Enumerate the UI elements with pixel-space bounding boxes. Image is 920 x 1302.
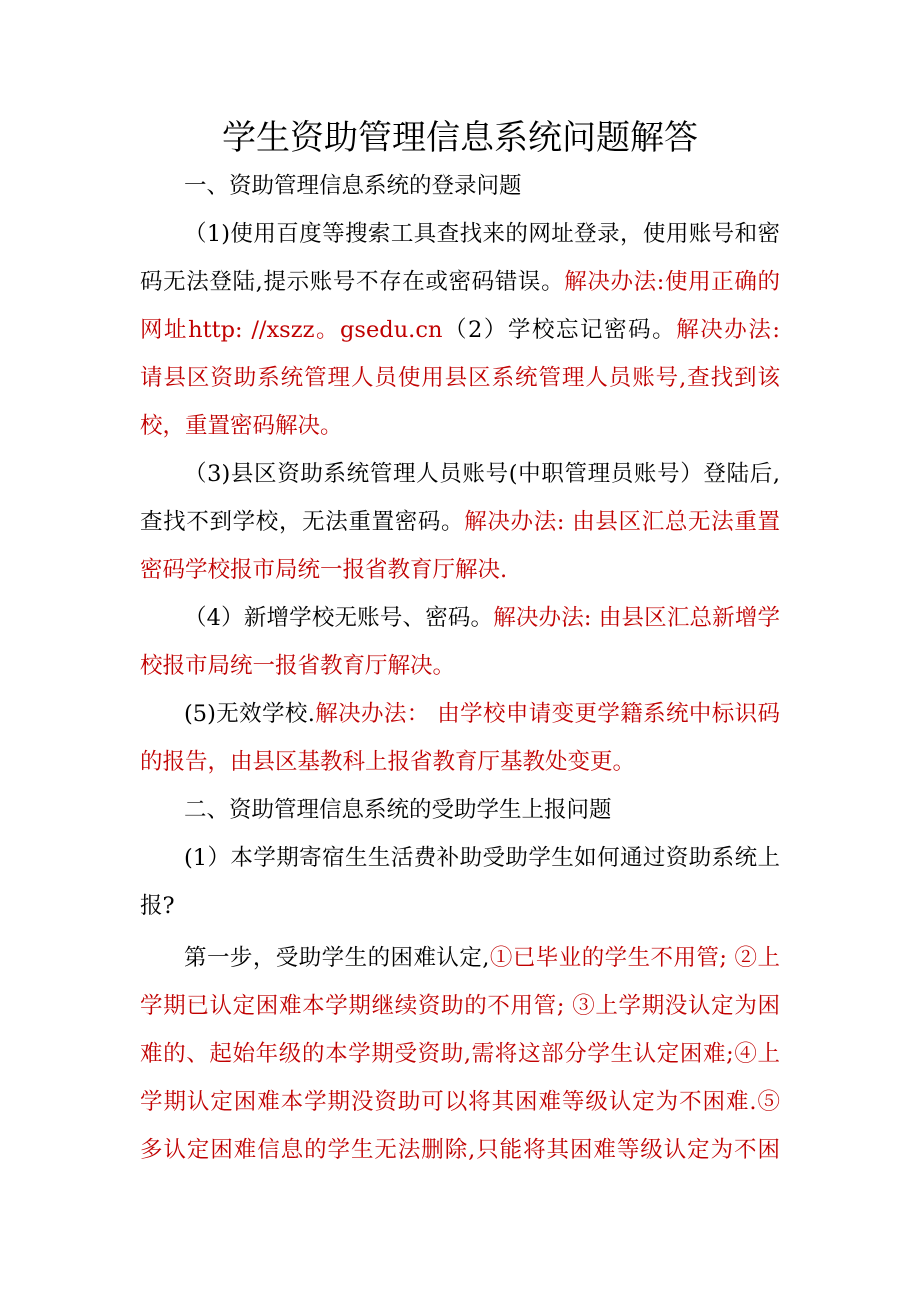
document-title: 学生资助管理信息系统问题解答 — [222, 118, 698, 158]
step1-line5: 多认定困难信息的学生无法删除,只能将其困难等级认定为不困 — [140, 1137, 780, 1163]
step1-line3: 难的、起始年级的本学期受资助,需将这部分学生认定困难;④上 — [140, 1041, 780, 1067]
paragraph-q5-line1 — [184, 690, 780, 738]
q5-solution-line2: 的报告，由县区基教科上报省教育厅基教处变更。 — [140, 749, 636, 775]
q5-solution: 解决办法： 由学校申请变更学籍系统中标识码 — [314, 701, 781, 727]
q4-solution: 解决办法: 由县区汇总新增学 — [493, 605, 781, 631]
paragraph-q3-line1: （3)县区资助系统管理人员账号(中职管理员账号）登陆后, — [184, 461, 780, 487]
paragraph-q3-line2 — [140, 498, 780, 546]
q4-solution-line2: 校报市局统一报省教育厅解决。 — [140, 653, 456, 679]
step1-line4: 学期认定困难本学期没资助可以将其困难等级认定为不困难.⑤ — [140, 1089, 780, 1115]
q2-solution-line1: 请县区资助系统管理人员使用县区系统管理人员账号,查找到该 — [140, 365, 780, 391]
paragraph-step1-line1 — [184, 934, 780, 982]
q5-text: (5)无效学校. — [184, 701, 315, 727]
paragraph-q1-line2 — [140, 258, 780, 306]
q1-text: 码无法登陆,提示账号不存在或密码错误。 — [140, 269, 565, 295]
q1-solution-url: 网址http: //xszz。gsedu.cn — [140, 317, 443, 343]
q3-solution: 解决办法: 由县区汇总无法重置 — [464, 509, 780, 535]
q4-text: （4）新增学校无账号、密码。 — [184, 605, 494, 631]
q1-solution: 解决办法:使用正确的 — [564, 269, 780, 295]
q2-solution-label: 解决办法: — [676, 317, 780, 343]
paragraph-q1-line1: （1)使用百度等搜索工具查找来的网址登录，使用账号和密 — [184, 221, 780, 247]
step1-line2: 学期已认定困难本学期继续资助的不用管; ③上学期没认定为困 — [140, 993, 780, 1019]
section-heading-report: 二、资助管理信息系统的受助学生上报问题 — [184, 797, 612, 823]
paragraph-q1-line3 — [140, 306, 780, 354]
paragraph-q4-line1 — [184, 594, 780, 642]
q3-solution-line2: 密码学校报市局统一报省教育厅解决. — [140, 557, 508, 583]
step1-points: ①已毕业的学生不用管; ②上 — [489, 945, 781, 971]
q3-text: 查找不到学校，无法重置密码。 — [140, 509, 465, 535]
paragraph-q21-line2: 报? — [140, 893, 175, 919]
step1-text: 第一步，受助学生的困难认定, — [184, 945, 490, 971]
q2-solution-line2: 校，重置密码解决。 — [140, 413, 343, 439]
q2-text: （2）学校忘记密码。 — [442, 317, 677, 343]
section-heading-login: 一、资助管理信息系统的登录问题 — [184, 173, 522, 199]
paragraph-q21-line1: (1）本学期寄宿生生活费补助受助学生如何通过资助系统上 — [184, 845, 780, 871]
